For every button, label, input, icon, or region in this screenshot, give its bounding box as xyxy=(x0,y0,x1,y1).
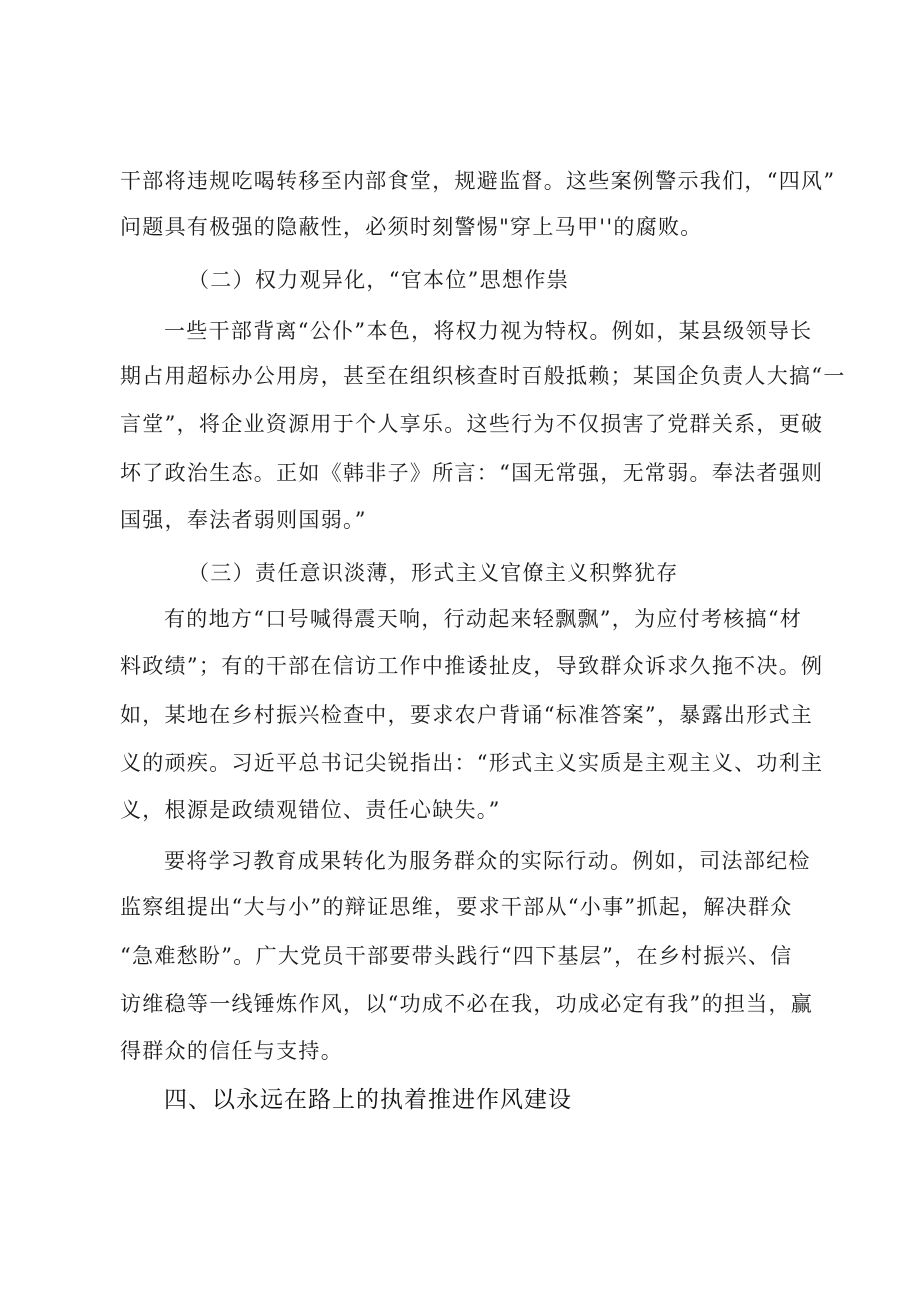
body-line: 监察组提出“大与小”的辩证思维，要求干部从“小事”抓起，解决群众 xyxy=(120,895,793,919)
section-subheading: （三）责任意识淡薄，形式主义官僚主义积弊犹存 xyxy=(188,561,679,585)
body-line: 料政绩”；有的干部在信访工作中推诿扯皮，导致群众诉求久拖不决。例 xyxy=(120,654,824,678)
body-line: 坏了政治生态。正如《韩非子》所言：“国无常强，无常弱。奉法者强则 xyxy=(120,461,824,485)
body-line: 义的顽疾。习近平总书记尖锐指出：“形式主义实质是主观主义、功利主 xyxy=(120,751,824,775)
section-heading: 四、以永远在路上的执着推进作风建设 xyxy=(164,1087,572,1113)
body-line: 义，根源是政绩观错位、责任心缺失。” xyxy=(120,798,501,822)
body-line: “急难愁盼”。广大党员干部要带头践行“四下基层”，在乡村振兴、信 xyxy=(120,944,793,968)
body-line: 有的地方“口号喊得震天响，行动起来轻飘飘”，为应付考核搞“材 xyxy=(164,607,803,631)
body-line: 要将学习教育成果转化为服务群众的实际行动。例如，司法部纪检 xyxy=(164,849,811,873)
body-line: 干部将违规吃喝转移至内部食堂，规避监督。这些案例警示我们，“四风” xyxy=(120,169,836,193)
body-line: 一些干部背离“公仆”本色，将权力视为特权。例如，某县级领导长 xyxy=(164,319,813,343)
body-line: 期占用超标办公用房，甚至在组织核查时百般抵赖；某国企负责人大搞“一 xyxy=(120,364,846,388)
body-line: 言堂”，将企业资源用于个人享乐。这些行为不仅损害了党群关系，更破 xyxy=(120,412,824,436)
body-line: 问题具有极强的隐蔽性，必须时刻警惕"穿上马甲''的腐败。 xyxy=(120,215,703,239)
body-line: 国强，奉法者弱则国弱。” xyxy=(120,508,367,532)
body-line: 如，某地在乡村振兴检查中，要求农户背诵“标准答案”，暴露出形式主 xyxy=(120,703,814,727)
section-subheading: （二）权力观异化，“官本位”思想作祟 xyxy=(188,268,569,292)
body-line: 访维稳等一线锤炼作风，以“功成不必在我，功成必定有我”的担当，赢 xyxy=(120,992,814,1016)
body-line: 得群众的信任与支持。 xyxy=(120,1039,343,1063)
